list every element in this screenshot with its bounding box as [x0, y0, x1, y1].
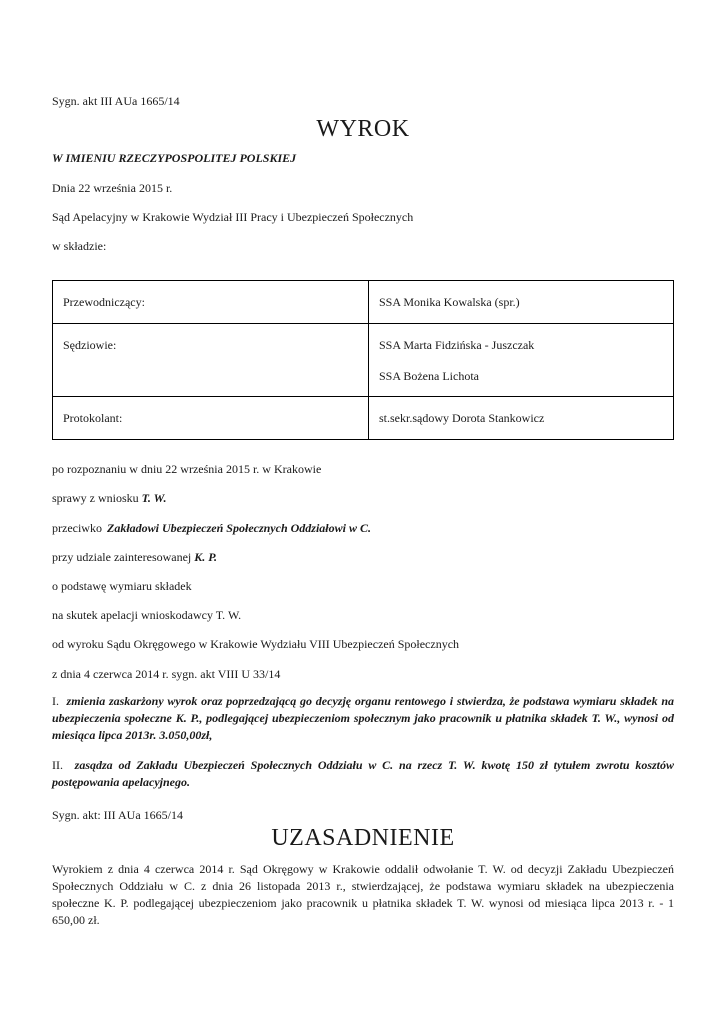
table-row — [53, 281, 674, 324]
applicant-name: T. W. — [141, 491, 167, 505]
ruling-point-1: I. zmienia zaskarżony wyrok oraz poprzedzającą go decyzję organu rentowego i stwierdza, że podstawa wymiaru składek na ubezpieczenia społeczne K. P., podlegającej ubezpieczeniom społecznym jako pracownik u płatnika składek T. W., wynosi od miesiąca lipca 2013r. 3.050,00zł, — [52, 694, 674, 742]
respondent-name: Zakładowi Ubezpieczeń Społecznych Oddziałowi w C. — [106, 521, 371, 535]
respondent-line: przeciwko Zakładowi Ubezpieczeń Społecznych Oddziałowi w C. — [52, 521, 371, 535]
document-title: WYROK — [316, 116, 410, 142]
names-cell: st.sekr.sądowy Dorota Stankowicz — [369, 397, 674, 440]
table-row — [53, 324, 674, 397]
role-cell: Protokolant: — [53, 397, 369, 440]
justification-signature: Sygn. akt: III AUa 1665/14 — [52, 808, 183, 822]
participant-name: K. P. — [194, 550, 218, 564]
court-composition-table — [52, 280, 674, 440]
ruling-point-2: II. zasądza od Zakładu Ubezpieczeń Społecznych Oddziału w C. na rzecz T. W. kwotę 150 zł tytułem zwrotu kosztów postępowania apelacyjnego. — [52, 758, 675, 789]
case-applicant-line: sprawy z wniosku T. W. — [52, 491, 167, 505]
judgment-date: Dnia 22 września 2015 r. — [52, 181, 173, 195]
table-row — [53, 397, 674, 440]
participant-line: przy udziale zainteresowanej K. P. — [52, 550, 218, 564]
justification-paragraph: Wyrokiem z dnia 4 czerwca 2014 r. Sąd Okręgowy w Krakowie oddalił odwołanie T. W. od decyzji Zakładu Ubezpieczeń Społecznych Oddziału w C. z dnia 26 listopada 2013 r., stwierdzającej, że podstawa wymiaru składek na ubezpieczenia społeczne K. P. podlegającej ubezpieczeniom jako pracownik u płatnika składek T. W. wynosi od miesiąca lipca 2013 r. - 1 650,00 zł. — [52, 862, 674, 927]
court-name: Sąd Apelacyjny w Krakowie Wydział III Pracy i Ubezpieczeń Społecznych — [52, 210, 414, 224]
examination-line: po rozpoznaniu w dniu 22 września 2015 r. w Krakowie — [52, 462, 322, 476]
case-signature: Sygn. akt III AUa 1665/14 — [52, 94, 180, 108]
role-cell: Sędziowie: — [53, 324, 369, 397]
appeal-line: na skutek apelacji wnioskodawcy T. W. — [52, 608, 242, 622]
names-cell: SSA Marta Fidzińska - Juszczak SSA Bożena Lichota — [369, 324, 674, 397]
lower-court-date-line: z dnia 4 czerwca 2014 r. sygn. akt VIII U 33/14 — [52, 667, 281, 681]
names-cell: SSA Monika Kowalska (spr.) — [369, 281, 674, 324]
lower-court-line: od wyroku Sądu Okręgowego w Krakowie Wydziału VIII Ubezpieczeń Społecznych — [52, 637, 460, 651]
subject-line: o podstawę wymiaru składek — [52, 579, 192, 593]
composition-label: w składzie: — [52, 239, 107, 253]
justification-title: UZASADNIENIE — [271, 825, 455, 851]
role-cell: Przewodniczący: — [53, 281, 369, 324]
in-the-name-formula: W IMIENIU RZECZYPOSPOLITEJ POLSKIEJ — [52, 151, 297, 165]
